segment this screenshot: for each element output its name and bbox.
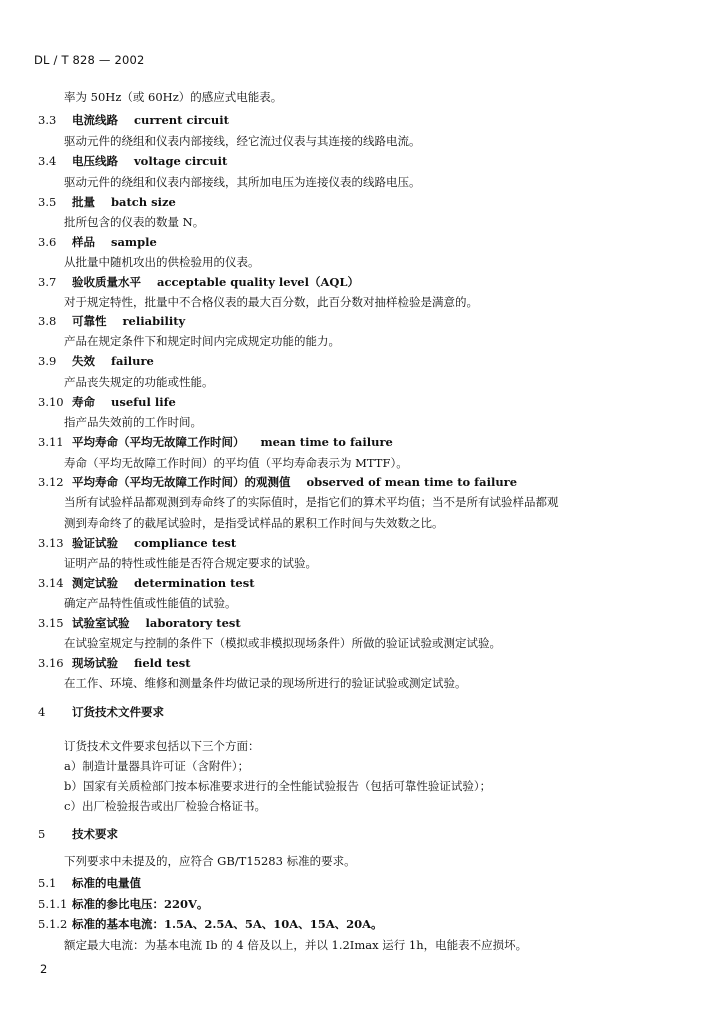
section-heading (38, 474, 517, 490)
section-number: 5 (38, 827, 46, 841)
paragraph-line: 批所包含的仪表的数量 N。 (64, 215, 205, 229)
term-english: compliance test (134, 536, 237, 550)
section-heading (38, 394, 176, 410)
term-chinese: 验证试验 (72, 536, 118, 550)
term-chinese: 标准的电量值 (72, 876, 141, 890)
paragraph-line: 证明产品的特性或性能是否符合规定要求的试验。 (64, 556, 317, 570)
term-english: reliability (122, 314, 186, 328)
section-number: 3.13 (38, 536, 64, 550)
term-english: mean time to failure (260, 435, 393, 449)
paragraph-line: 对于规定特性，批量中不合格仪表的最大百分数，此百分数对抽样检验是满意的。 (64, 295, 478, 309)
section-number: 3.10 (38, 395, 64, 409)
term-chinese: 批量 (72, 195, 95, 209)
section-number: 5.1.2 (38, 917, 68, 931)
section-number: 5.1.1 (38, 897, 68, 911)
paragraph-line: 在试验室规定与控制的条件下（模拟或非模拟现场条件）所做的验证试验或测定试验。 (64, 636, 501, 650)
term-english: voltage circuit (134, 154, 228, 168)
section-number: 3.12 (38, 475, 64, 489)
section-number: 3.4 (38, 154, 57, 168)
section-number: 4 (38, 705, 46, 719)
section-heading (38, 194, 176, 210)
paragraph-line: 驱动元件的绕组和仪表内部接线，其所加电压为连接仪表的线路电压。 (64, 175, 421, 189)
paragraph-line: 产品丧失规定的功能或性能。 (64, 375, 214, 389)
section-heading (38, 234, 157, 250)
section-number: 3.15 (38, 616, 64, 630)
section-number: 3.9 (38, 354, 57, 368)
section-heading (38, 916, 383, 932)
section-heading (38, 434, 393, 450)
term-chinese: 电压线路 (72, 154, 118, 168)
term-chinese: 寿命 (72, 395, 95, 409)
term-chinese: 测定试验 (72, 576, 118, 590)
term-english: failure (111, 354, 154, 368)
paragraph-line: c）出厂检验报告或出厂检验合格证书。 (64, 799, 266, 813)
paragraph-line: a）制造计量器具许可证（含附件）； (64, 759, 250, 773)
paragraph-line: 产品在规定条件下和规定时间内完成规定功能的能力。 (64, 334, 340, 348)
section-heading (38, 875, 141, 891)
section-heading (38, 655, 191, 671)
term-english: current circuit (134, 113, 229, 127)
paragraph-line: 确定产品特性值或性能值的试验。 (64, 596, 237, 610)
term-chinese: 失效 (72, 354, 95, 368)
paragraph-line: 驱动元件的绕组和仪表内部接线，经它流过仪表与其连接的线路电流。 (64, 134, 421, 148)
section-number: 3.8 (38, 314, 57, 328)
section-number: 3.16 (38, 656, 64, 670)
term-chinese: 现场试验 (72, 656, 118, 670)
term-chinese: 试验室试验 (72, 616, 130, 630)
paragraph-line: b）国家有关质检部门按本标准要求进行的全性能试验报告（包括可靠性验证试验）； (64, 779, 492, 793)
term-chinese: 平均寿命（平均无故障工作时间）的观测值 (72, 475, 291, 489)
paragraph-line: 寿命（平均无故障工作时间）的平均值（平均寿命表示为 MTTF）。 (64, 456, 408, 470)
term-english: batch size (111, 195, 176, 209)
section-number: 3.7 (38, 275, 57, 289)
section-number: 3.5 (38, 195, 57, 209)
section-heading (38, 896, 208, 912)
term-english: determination test (134, 576, 255, 590)
paragraph-line: 率为 50Hz（或 60Hz）的感应式电能表。 (64, 90, 283, 104)
term-chinese: 电流线路 (72, 113, 118, 127)
section-heading (38, 274, 359, 290)
term-english: acceptable quality level（AQL） (157, 275, 359, 289)
term-chinese: 样品 (72, 235, 95, 249)
term-english: laboratory test (145, 616, 241, 630)
term-chinese: 平均寿命（平均无故障工作时间） (72, 435, 245, 449)
paragraph-line: 指产品失效前的工作时间。 (64, 415, 202, 429)
section-heading (38, 826, 118, 842)
section-heading (38, 535, 236, 551)
section-heading (38, 704, 164, 720)
term-english: observed of mean time to failure (306, 475, 518, 489)
paragraph-line: 额定最大电流：为基本电流 Ib 的 4 倍及以上，并以 1.2Imax 运行 1h，电能表不应损坏。 (64, 938, 528, 952)
term-chinese: 标准的参比电压：220V。 (72, 897, 209, 911)
section-heading (38, 575, 255, 591)
section-heading (38, 112, 229, 128)
term-english: sample (111, 235, 157, 249)
paragraph-line: 测到寿命终了的截尾试验时，是指受试样品的累积工作时间与失效数之比。 (64, 516, 444, 530)
term-chinese: 可靠性 (72, 314, 107, 328)
term-chinese: 订货技术文件要求 (72, 705, 164, 719)
paragraph-line: 下列要求中未提及的，应符合 GB/T15283 标准的要求。 (64, 854, 356, 868)
paragraph-line: 在工作、环境、维修和测量条件均做记录的现场所进行的验证试验或测定试验。 (64, 676, 467, 690)
section-heading (38, 615, 241, 631)
section-number: 3.6 (38, 235, 57, 249)
paragraph-line: 从批量中随机攻出的供检验用的仪表。 (64, 255, 260, 269)
document-code-header: DL / T 828 — 2002 (34, 53, 145, 67)
term-chinese: 验收质量水平 (72, 275, 141, 289)
term-english: useful life (111, 395, 176, 409)
term-english: field test (134, 656, 191, 670)
term-chinese: 技术要求 (72, 827, 118, 841)
section-number: 5.1 (38, 876, 57, 890)
section-heading (38, 313, 185, 329)
page-number: 2 (40, 962, 48, 976)
paragraph-line: 订货技术文件要求包括以下三个方面： (64, 739, 260, 753)
section-heading (38, 353, 154, 369)
section-number: 3.3 (38, 113, 57, 127)
section-heading (38, 153, 227, 169)
section-number: 3.14 (38, 576, 64, 590)
term-chinese: 标准的基本电流：1.5A、2.5A、5A、10A、15A、20A。 (72, 917, 383, 931)
section-number: 3.11 (38, 435, 64, 449)
paragraph-line: 当所有试验样品都观测到寿命终了的实际值时，是指它们的算术平均值；当不是所有试验样品都观 (64, 495, 559, 509)
